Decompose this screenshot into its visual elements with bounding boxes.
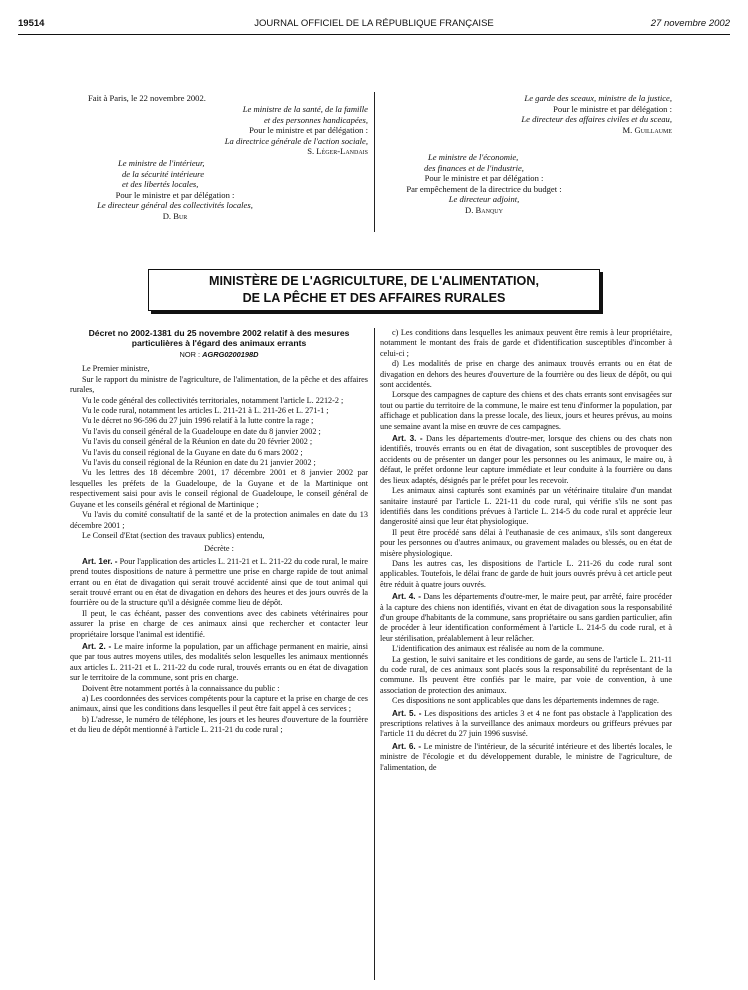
preamble-4: Vu le décret no 96-596 du 27 juin 1996 relatif à la lutte contre la rage ;: [82, 416, 314, 426]
preamble-8: Vu l'avis du conseil régional de la Réunion en date du 21 janvier 2002 ;: [82, 458, 316, 468]
ministry-line-2: DE LA PÊCHE ET DES AFFAIRES RURALES: [242, 291, 506, 305]
article-2-p2: Doivent être notamment portés à la connaissance du public :: [82, 683, 280, 693]
article-2-b: b) L'adresse, le numéro de téléphone, les jours et les heures d'ouverture de la fourrière et du lieu de dépôt mentionné à l'article L. 211-21 du code rural ;: [70, 714, 368, 735]
article-3: Art. 3. - Dans les départements d'outre-mer, lorsque des chiens ou des chats non identifiés, trouvés errants ou en état de divagation, sont susceptibles de provoquer des accidents ou de présenter un danger pour les personnes ou les animaux, le maire ou, à défaut, le préfet ordonne leur capture immédiate et leur conduite à la fourrière ou dans des lieux adaptés, désignés par le préfet pour les recevoir.: [380, 434, 672, 485]
article-4-p4: Ces dispositions ne sont applicables que dans les départements indemnes de rage.: [392, 696, 659, 706]
page-header: [18, 18, 730, 32]
preamble-9: Vu les lettres des 18 décembre 2001, 17 décembre 2001 et 8 janvier 2002 par lesquelles les préfets de la Guadeloupe, de la Guyane et de la Martinique ont respectivement saisi pour avis le conseil régional de Guadeloupe, le conseil général de Guyane et les conseils général et régional de Martinique ;: [70, 468, 368, 509]
signature-justice: Le garde des sceaux, ministre de la justice, Pour le ministre et par délégation : Le directeur des affaires civiles et du sceau, M. Guillaume: [521, 93, 672, 135]
preamble-2: Vu le code général des collectivités territoriales, notamment l'article L. 2212-2 ;: [82, 395, 344, 405]
signature-sante: Le ministre de la santé, de la famille et des personnes handicapées, Pour le ministre et par délégation : La directrice générale de l'action sociale, S. Léger-Landais: [224, 104, 368, 157]
decrete-heading: Décrète :: [204, 544, 234, 554]
decree-right-column: [380, 328, 672, 773]
signature-divider: [374, 92, 375, 232]
article-6: Art. 6. - Le ministre de l'intérieur, de la sécurité intérieure et des libertés locales, le ministre de l'écologie et du développement durable, le ministre de l'agriculture, de l'alimentation, de: [380, 741, 673, 772]
nor-reference: NOR : AGRG0200198D: [179, 350, 259, 359]
article-2-a: a) Les coordonnées des services compétents pour la capture et la prise en charge de ces animaux, ainsi que les conditions dans lesquelles il peut être fait appel à ces services ;: [70, 694, 368, 714]
article-4-p3: La gestion, le suivi sanitaire et les conditions de garde, au sens de l'article L. 211-11 du code rural, de ces animaux sont placés sous la responsabilité du représentant de la commune. Ils peuvent être confiés par le maire, par voie de convention, à une association de protection des animaux.: [380, 654, 672, 695]
signature-interieur: Le ministre de l'intérieur, de la sécurité intérieure et des libertés locales, Pour le ministre et par délégation : Le directeur général des collectivités locales, D. Bur: [97, 158, 253, 221]
article-3-p2: Les animaux ainsi capturés sont examinés par un vétérinaire titulaire d'un mandat sanitaire instauré par l'article L. 221-11 du code rural, qui vérifie s'ils ne sont pas identifiés dans les conditions prévues à l'article L. 214-5 du code rural et apprécie leur dangerosité ainsi que leur état physiologique.: [380, 486, 672, 527]
preamble-1: Sur le rapport du ministre de l'agriculture, de l'alimentation, de la pêche et des affaires rurales,: [70, 374, 368, 395]
article-3-p3: Il peut être procédé sans délai à l'euthanasie de ces animaux, s'ils sont dangereux pour les personnes ou d'autres animaux, ou gravement malades ou blessés, ou en état de misère physiologique.: [380, 527, 672, 558]
article-3-p4: Dans les autres cas, les dispositions de l'article L. 211-26 du code rural sont applicables. Toutefois, le délai franc de garde de huit jours ouvrés prévu à cet article peut être réduit à quatre jours ouvrés.: [380, 558, 672, 589]
article-4-p2: L'identification des animaux est réalisée au nom de la commune.: [392, 644, 605, 654]
article-4: Art. 4. - Dans les départements d'outre-mer, le maire peut, par arrêté, faire procéder à la capture des chiens non identifiés, vivant en état de divagation sous la responsabilité d'un groupe d'habitants de la commune, sans propriétaire ou sans gardien particulier, afin de procéder à leur identification conformément à l'article L. 214-5 du code rural, et à leur stérilisation, préalablement à leur relâcher.: [380, 592, 672, 643]
header-rule: [18, 34, 730, 35]
page-number: 19514: [18, 18, 45, 29]
article-1: Art. 1er. - Pour l'application des articles L. 211-21 et L. 211-22 du code rural, le maire prend toutes dispositions de nature à permettre une prise en charge rapide de tout animal errant ou en état de divagation qui serait trouvé accidenté ainsi que de tout animal qui serait trouvé errant ou en état de divagation en dehors des heures et des jours ouvrés de la fourrière ou de la structure qu'il a désignée comme lieu de dépôt.: [70, 556, 368, 608]
preamble-3: Vu le code rural, notamment les articles L. 211-21 à L. 211-26 et L. 271-1 ;: [82, 406, 329, 416]
decree-title: Décret no 2002-1381 du 25 novembre 2002 relatif à des mesures particulières à l'égard des animaux errants: [88, 328, 350, 348]
article-5: Art. 5. - Les dispositions des articles 3 et 4 ne font pas obstacle à l'application des prescriptions relatives à la surveillance des animaux mordeurs ou griffeurs prévues par l'article 11 du décret du 27 juin 1996 susvisé.: [380, 708, 672, 739]
article-1-p2: Il peut, le cas échéant, passer des conventions avec des cabinets vétérinaires pour assurer la prise en charge de ces animaux ainsi que rechercher et contacter leur propriétaire lorsque l'animal est identifié.: [70, 608, 368, 639]
preamble-5: Vu l'avis du conseil général de la Guadeloupe en date du 8 janvier 2002 ;: [82, 426, 321, 436]
ministry-line-1: MINISTÈRE DE L'AGRICULTURE, DE L'ALIMENTATION,: [209, 274, 539, 288]
preamble-7: Vu l'avis du conseil régional de la Guyane en date du 6 mars 2002 ;: [82, 447, 303, 457]
issue-date: 27 novembre 2002: [650, 18, 730, 29]
preamble-10: Vu l'avis du comité consultatif de la santé et de la protection animales en date du 13 décembre 2001 ;: [70, 510, 368, 530]
article-2-c: c) Les conditions dans lesquelles les animaux peuvent être remis à leur propriétaire, notamment le montant des frais de garde et d'identification susceptibles d'incomber à celui-ci ;: [380, 328, 672, 358]
preamble-0: Le Premier ministre,: [82, 364, 150, 374]
article-2: Art. 2. - Le maire informe la population, par un affichage permanent en mairie, ainsi que par tous autres moyens utiles, des modalités selon lesquelles les animaux mentionnés aux articles L. 211-21 et L. 211-22 du code rural, trouvés errants ou en état de divagation sur le territoire de la commune, sont pris en charge.: [70, 641, 368, 683]
article-2-d: d) Les modalités de prise en charge des animaux trouvés errants ou en état de divagation en dehors des heures d'ouverture de la fourrière ou des lieux de dépôt, ou qui sont accidentés.: [380, 359, 672, 390]
decree-left-column: [70, 328, 368, 736]
article-2-campaigns: Lorsque des campagnes de capture des chiens et des chats errants sont envisagées sur tout ou partie du territoire de la commune, le maire est tenu d'informer la population, par affichage et publication dans la presse locale, des lieux, jours et heures prévus, au moins une semaine avant la mise en œuvre de ces campagnes.: [380, 390, 672, 431]
preamble-11: Le Conseil d'Etat (section des travaux publics) entendu,: [82, 530, 265, 540]
preamble-6: Vu l'avis du conseil général de la Réunion en date du 20 février 2002 ;: [82, 437, 313, 447]
signature-economie: Le ministre de l'économie, des finances et de l'industrie, Pour le ministre et par délégation : Par empêchement de la directrice du budget : Le directeur adjoint, D. Banquy: [406, 152, 562, 215]
column-divider: [374, 328, 375, 980]
journal-title: JOURNAL OFFICIEL DE LA RÉPUBLIQUE FRANÇAISE: [254, 18, 494, 29]
ministry-heading: [148, 269, 600, 311]
place-date: Fait à Paris, le 22 novembre 2002.: [88, 93, 206, 103]
